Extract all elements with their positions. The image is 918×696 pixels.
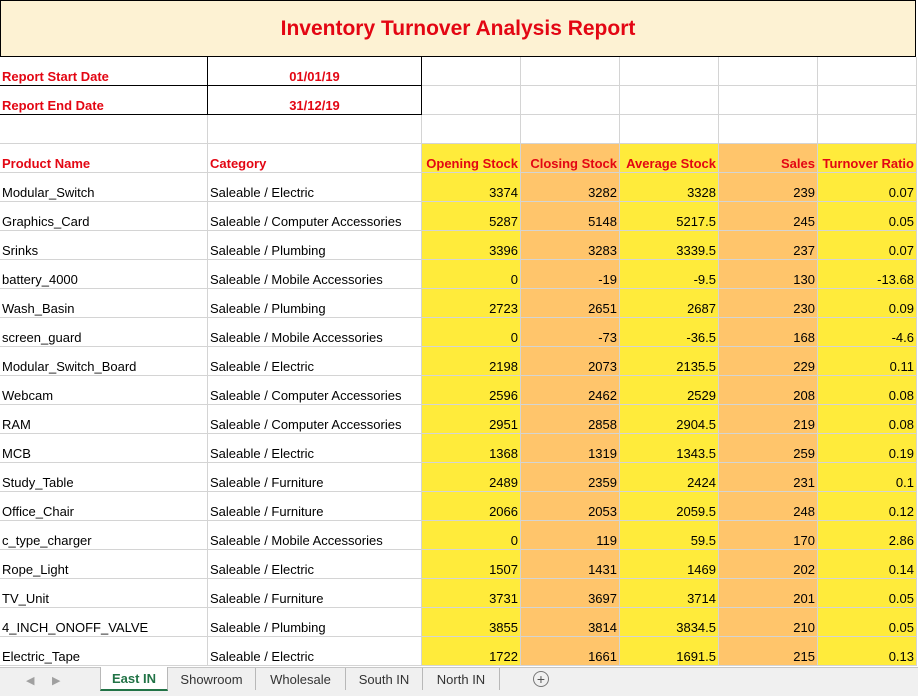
- turnover-ratio-cell[interactable]: -13.68: [818, 260, 917, 289]
- empty-cell[interactable]: [620, 115, 719, 144]
- closing-stock-cell[interactable]: -19: [521, 260, 620, 289]
- average-stock-cell[interactable]: 5217.5: [620, 202, 719, 231]
- closing-stock-cell[interactable]: 3697: [521, 579, 620, 608]
- closing-stock-cell[interactable]: 2073: [521, 347, 620, 376]
- turnover-ratio-cell[interactable]: 0.09: [818, 289, 917, 318]
- table-row: [0, 579, 918, 608]
- sales-cell[interactable]: 130: [719, 260, 818, 289]
- report-end-value[interactable]: 31/12/19: [208, 86, 422, 115]
- turnover-ratio-cell[interactable]: 0.08: [818, 405, 917, 434]
- report-title[interactable]: Inventory Turnover Analysis Report: [0, 0, 916, 57]
- turnover-ratio-cell[interactable]: 0.12: [818, 492, 917, 521]
- opening-stock-cell[interactable]: 0: [422, 318, 521, 347]
- product-name-cell[interactable]: Office_Chair: [0, 492, 208, 521]
- empty-cell[interactable]: [208, 115, 422, 144]
- category-cell[interactable]: Saleable / Mobile Accessories: [208, 260, 422, 289]
- table-row: [0, 202, 918, 231]
- empty-cell[interactable]: [422, 115, 521, 144]
- average-stock-cell[interactable]: 2059.5: [620, 492, 719, 521]
- sales-cell[interactable]: 170: [719, 521, 818, 550]
- sales-cell[interactable]: 210: [719, 608, 818, 637]
- category-cell[interactable]: Saleable / Electric: [208, 347, 422, 376]
- plus-circle-icon[interactable]: +: [533, 671, 549, 687]
- opening-stock-cell[interactable]: 2198: [422, 347, 521, 376]
- opening-stock-cell[interactable]: 3731: [422, 579, 521, 608]
- closing-stock-cell[interactable]: 5148: [521, 202, 620, 231]
- empty-cell[interactable]: [818, 86, 917, 115]
- empty-cell[interactable]: [521, 115, 620, 144]
- sales-cell[interactable]: 259: [719, 434, 818, 463]
- sheet-tab-bar: [0, 667, 918, 696]
- empty-cell[interactable]: [719, 57, 818, 86]
- closing-stock-cell[interactable]: 2359: [521, 463, 620, 492]
- category-cell[interactable]: Saleable / Furniture: [208, 579, 422, 608]
- average-stock-cell[interactable]: 2135.5: [620, 347, 719, 376]
- report-start-value[interactable]: 01/01/19: [208, 57, 422, 86]
- turnover-ratio-cell[interactable]: -4.6: [818, 318, 917, 347]
- sales-cell[interactable]: 229: [719, 347, 818, 376]
- turnover-ratio-cell[interactable]: 0.13: [818, 637, 917, 666]
- closing-stock-cell[interactable]: 2462: [521, 376, 620, 405]
- opening-stock-cell[interactable]: 2723: [422, 289, 521, 318]
- table-row: [0, 260, 918, 289]
- closing-stock-cell[interactable]: 1319: [521, 434, 620, 463]
- table-row: [0, 347, 918, 376]
- turnover-ratio-cell[interactable]: 0.05: [818, 579, 917, 608]
- table-row: [0, 637, 918, 666]
- average-stock-cell[interactable]: 1691.5: [620, 637, 719, 666]
- average-stock-cell[interactable]: 3339.5: [620, 231, 719, 260]
- turnover-ratio-cell[interactable]: 0.08: [818, 376, 917, 405]
- table-row: [0, 492, 918, 521]
- average-stock-cell[interactable]: -36.5: [620, 318, 719, 347]
- header-average-stock[interactable]: Average Stock: [620, 144, 719, 173]
- sales-cell[interactable]: 168: [719, 318, 818, 347]
- category-cell[interactable]: Saleable / Furniture: [208, 463, 422, 492]
- turnover-ratio-cell[interactable]: 0.05: [818, 202, 917, 231]
- average-stock-cell[interactable]: 2529: [620, 376, 719, 405]
- sales-cell[interactable]: 231: [719, 463, 818, 492]
- turnover-ratio-cell[interactable]: 0.1: [818, 463, 917, 492]
- category-cell[interactable]: Saleable / Electric: [208, 637, 422, 666]
- product-name-cell[interactable]: Modular_Switch_Board: [0, 347, 208, 376]
- empty-cell[interactable]: [719, 115, 818, 144]
- header-opening-stock[interactable]: Opening Stock: [422, 144, 521, 173]
- turnover-ratio-cell[interactable]: 0.07: [818, 231, 917, 260]
- header-sales[interactable]: Sales: [719, 144, 818, 173]
- header-turnover-ratio[interactable]: Turnover Ratio: [818, 144, 917, 173]
- average-stock-cell[interactable]: 59.5: [620, 521, 719, 550]
- opening-stock-cell[interactable]: 1722: [422, 637, 521, 666]
- header-closing-stock[interactable]: Closing Stock: [521, 144, 620, 173]
- table-row: [0, 405, 918, 434]
- scroll-right-icon[interactable]: ▶: [52, 675, 61, 687]
- average-stock-cell[interactable]: -9.5: [620, 260, 719, 289]
- report-start-label[interactable]: Report Start Date: [0, 57, 208, 86]
- turnover-ratio-cell[interactable]: 2.86: [818, 521, 917, 550]
- category-cell[interactable]: Saleable / Plumbing: [208, 231, 422, 260]
- table-row: [0, 376, 918, 405]
- tab-showroom[interactable]: Showroom: [168, 668, 256, 690]
- average-stock-cell[interactable]: 2424: [620, 463, 719, 492]
- sales-cell[interactable]: 248: [719, 492, 818, 521]
- product-name-cell[interactable]: MCB: [0, 434, 208, 463]
- opening-stock-cell[interactable]: 2489: [422, 463, 521, 492]
- average-stock-cell[interactable]: 1343.5: [620, 434, 719, 463]
- product-name-cell[interactable]: Wash_Basin: [0, 289, 208, 318]
- table-row: [0, 463, 918, 492]
- empty-cell[interactable]: [521, 57, 620, 86]
- average-stock-cell[interactable]: 1469: [620, 550, 719, 579]
- sales-cell[interactable]: 230: [719, 289, 818, 318]
- table-row: [0, 231, 918, 260]
- sales-cell[interactable]: 208: [719, 376, 818, 405]
- closing-stock-cell[interactable]: 2858: [521, 405, 620, 434]
- product-name-cell[interactable]: Srinks: [0, 231, 208, 260]
- table-row: [0, 318, 918, 347]
- closing-stock-cell[interactable]: 1431: [521, 550, 620, 579]
- header-product-name[interactable]: Product Name: [0, 144, 208, 173]
- report-start-row: [0, 57, 918, 86]
- opening-stock-cell[interactable]: 3855: [422, 608, 521, 637]
- product-name-cell[interactable]: Rope_Light: [0, 550, 208, 579]
- average-stock-cell[interactable]: 2904.5: [620, 405, 719, 434]
- product-name-cell[interactable]: Study_Table: [0, 463, 208, 492]
- opening-stock-cell[interactable]: 5287: [422, 202, 521, 231]
- tab-wholesale[interactable]: Wholesale: [256, 668, 346, 690]
- empty-cell[interactable]: [818, 115, 917, 144]
- product-name-cell[interactable]: 4_INCH_ONOFF_VALVE: [0, 608, 208, 637]
- closing-stock-cell[interactable]: 1661: [521, 637, 620, 666]
- scroll-left-icon[interactable]: ◀: [26, 675, 35, 687]
- opening-stock-cell[interactable]: 3396: [422, 231, 521, 260]
- product-name-cell[interactable]: screen_guard: [0, 318, 208, 347]
- opening-stock-cell[interactable]: 0: [422, 521, 521, 550]
- blank-row: [0, 115, 918, 144]
- product-name-cell[interactable]: Electric_Tape: [0, 637, 208, 666]
- turnover-ratio-cell[interactable]: 0.07: [818, 173, 917, 202]
- sales-cell[interactable]: 239: [719, 173, 818, 202]
- empty-cell[interactable]: [422, 86, 521, 115]
- category-cell[interactable]: Saleable / Computer Accessories: [208, 405, 422, 434]
- average-stock-cell[interactable]: 3328: [620, 173, 719, 202]
- average-stock-cell[interactable]: 3834.5: [620, 608, 719, 637]
- closing-stock-cell[interactable]: 3283: [521, 231, 620, 260]
- product-name-cell[interactable]: c_type_charger: [0, 521, 208, 550]
- category-cell[interactable]: Saleable / Electric: [208, 550, 422, 579]
- category-cell[interactable]: Saleable / Electric: [208, 434, 422, 463]
- empty-cell[interactable]: [0, 115, 208, 144]
- opening-stock-cell[interactable]: 2066: [422, 492, 521, 521]
- sales-cell[interactable]: 201: [719, 579, 818, 608]
- header-row: [0, 144, 918, 173]
- turnover-ratio-cell[interactable]: 0.05: [818, 608, 917, 637]
- table-row: [0, 521, 918, 550]
- tab-north-in[interactable]: North IN: [423, 668, 500, 690]
- opening-stock-cell[interactable]: 3374: [422, 173, 521, 202]
- table-row: [0, 550, 918, 579]
- product-name-cell[interactable]: Webcam: [0, 376, 208, 405]
- closing-stock-cell[interactable]: 3814: [521, 608, 620, 637]
- sales-cell[interactable]: 202: [719, 550, 818, 579]
- opening-stock-cell[interactable]: 0: [422, 260, 521, 289]
- empty-cell[interactable]: [620, 86, 719, 115]
- product-name-cell[interactable]: battery_4000: [0, 260, 208, 289]
- category-cell[interactable]: Saleable / Electric: [208, 173, 422, 202]
- category-cell[interactable]: Saleable / Computer Accessories: [208, 376, 422, 405]
- category-cell[interactable]: Saleable / Computer Accessories: [208, 202, 422, 231]
- tab-south-in[interactable]: South IN: [346, 668, 423, 690]
- sales-cell[interactable]: 237: [719, 231, 818, 260]
- category-cell[interactable]: Saleable / Furniture: [208, 492, 422, 521]
- closing-stock-cell[interactable]: -73: [521, 318, 620, 347]
- empty-cell[interactable]: [422, 57, 521, 86]
- sales-cell[interactable]: 215: [719, 637, 818, 666]
- turnover-ratio-cell[interactable]: 0.11: [818, 347, 917, 376]
- empty-cell[interactable]: [818, 57, 917, 86]
- header-category[interactable]: Category: [208, 144, 422, 173]
- category-cell[interactable]: Saleable / Mobile Accessories: [208, 521, 422, 550]
- average-stock-cell[interactable]: 3714: [620, 579, 719, 608]
- opening-stock-cell[interactable]: 1507: [422, 550, 521, 579]
- empty-cell[interactable]: [521, 86, 620, 115]
- sales-cell[interactable]: 219: [719, 405, 818, 434]
- product-name-cell[interactable]: Modular_Switch: [0, 173, 208, 202]
- closing-stock-cell[interactable]: 2053: [521, 492, 620, 521]
- table-row: [0, 608, 918, 637]
- closing-stock-cell[interactable]: 119: [521, 521, 620, 550]
- turnover-ratio-cell[interactable]: 0.14: [818, 550, 917, 579]
- opening-stock-cell[interactable]: 1368: [422, 434, 521, 463]
- table-row: [0, 289, 918, 318]
- category-cell[interactable]: Saleable / Mobile Accessories: [208, 318, 422, 347]
- average-stock-cell[interactable]: 2687: [620, 289, 719, 318]
- product-name-cell[interactable]: TV_Unit: [0, 579, 208, 608]
- table-row: [0, 434, 918, 463]
- category-cell[interactable]: Saleable / Plumbing: [208, 289, 422, 318]
- report-end-label[interactable]: Report End Date: [0, 86, 208, 115]
- empty-cell[interactable]: [620, 57, 719, 86]
- tab-east-in[interactable]: East IN: [100, 667, 168, 691]
- closing-stock-cell[interactable]: 3282: [521, 173, 620, 202]
- product-name-cell[interactable]: RAM: [0, 405, 208, 434]
- table-row: [0, 173, 918, 202]
- opening-stock-cell[interactable]: 2951: [422, 405, 521, 434]
- report-end-row: [0, 86, 918, 115]
- closing-stock-cell[interactable]: 2651: [521, 289, 620, 318]
- opening-stock-cell[interactable]: 2596: [422, 376, 521, 405]
- product-name-cell[interactable]: Graphics_Card: [0, 202, 208, 231]
- sales-cell[interactable]: 245: [719, 202, 818, 231]
- category-cell[interactable]: Saleable / Plumbing: [208, 608, 422, 637]
- empty-cell[interactable]: [719, 86, 818, 115]
- turnover-ratio-cell[interactable]: 0.19: [818, 434, 917, 463]
